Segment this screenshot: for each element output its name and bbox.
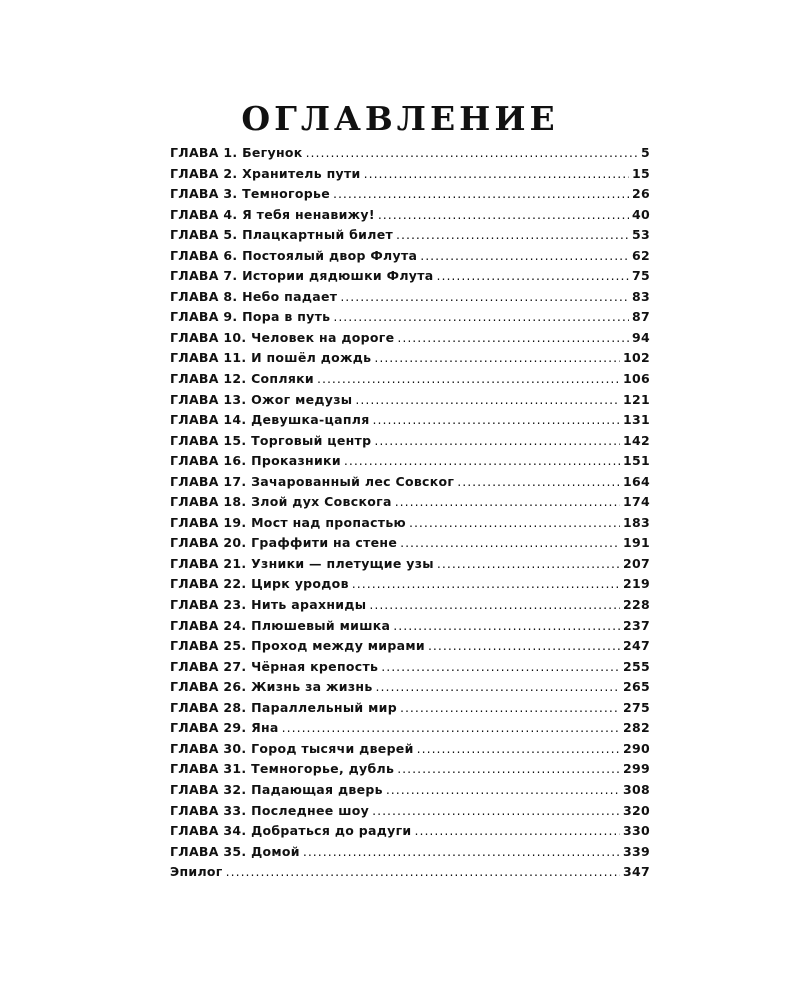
toc-entry-label: ГЛАВА 6. Постоялый двор Флута bbox=[170, 247, 418, 263]
toc-entry bbox=[170, 287, 650, 308]
dot-leader bbox=[364, 164, 629, 184]
toc-entry-page-number: 282 bbox=[623, 720, 650, 736]
dot-leader bbox=[303, 842, 620, 862]
toc-entry bbox=[170, 369, 650, 390]
toc-entry-page-number: 94 bbox=[632, 329, 650, 345]
toc-entry bbox=[170, 184, 650, 205]
dot-leader bbox=[396, 225, 629, 245]
dot-leader bbox=[409, 513, 620, 533]
toc-entry-label: ГЛАВА 13. Ожог медузы bbox=[170, 391, 353, 407]
toc-entry bbox=[170, 328, 650, 349]
toc-entry-page-number: 308 bbox=[623, 781, 650, 797]
toc-entry-page-number: 151 bbox=[623, 453, 650, 469]
toc-entry bbox=[170, 862, 650, 883]
toc-entry-label: ГЛАВА 1. Бегунок bbox=[170, 145, 303, 160]
toc-entry bbox=[170, 410, 650, 431]
toc-entry-page-number: 40 bbox=[632, 206, 650, 222]
toc-entry bbox=[170, 718, 650, 739]
toc-entry bbox=[170, 842, 650, 863]
dot-leader bbox=[400, 533, 620, 553]
toc-entry bbox=[170, 431, 650, 452]
dot-leader bbox=[457, 472, 620, 492]
page-title: ОГЛАВЛЕНИЕ bbox=[241, 99, 559, 138]
toc-entry-label: ГЛАВА 23. Нить арахниды bbox=[170, 597, 367, 613]
toc-entry-page-number: 320 bbox=[623, 802, 650, 818]
toc-entry-label: ГЛАВА 35. Домой bbox=[170, 843, 300, 859]
toc-entry bbox=[170, 164, 650, 185]
toc-entry-label: ГЛАВА 33. Последнее шоу bbox=[170, 802, 370, 818]
dot-leader bbox=[333, 307, 629, 327]
dot-leader bbox=[397, 328, 629, 348]
toc-entry-label: ГЛАВА 18. Злой дух Совскога bbox=[170, 494, 392, 510]
toc-entry bbox=[170, 472, 650, 493]
dot-leader bbox=[372, 801, 620, 821]
toc-entry-page-number: 219 bbox=[623, 576, 650, 592]
toc-entry-label: ГЛАВА 19. Мост над пропастью bbox=[170, 514, 406, 530]
toc-entry-page-number: 131 bbox=[623, 412, 650, 428]
toc-entry-page-number: 207 bbox=[623, 555, 650, 571]
dot-leader bbox=[226, 862, 620, 882]
toc-entry bbox=[170, 739, 650, 760]
dot-leader bbox=[374, 348, 620, 368]
toc-entry-page-number: 174 bbox=[623, 494, 650, 510]
toc-entry-page-number: 53 bbox=[632, 227, 650, 243]
toc-entry-page-number: 106 bbox=[623, 371, 650, 387]
dot-leader bbox=[340, 287, 629, 307]
dot-leader bbox=[400, 698, 620, 718]
toc-entry bbox=[170, 205, 650, 226]
toc-entry-label: ГЛАВА 9. Пора в путь bbox=[170, 309, 331, 325]
toc-entry-label: ГЛАВА 24. Плюшевый мишка bbox=[170, 617, 391, 633]
toc-entry-label: ГЛАВА 32. Падающая дверь bbox=[170, 781, 383, 797]
dot-leader bbox=[344, 451, 620, 471]
toc-entry bbox=[170, 759, 650, 780]
toc-entry-label: ГЛАВА 34. Добраться до радуги bbox=[170, 823, 412, 839]
toc-entry-label: ГЛАВА 5. Плацкартный билет bbox=[170, 227, 394, 243]
dot-leader bbox=[381, 657, 620, 677]
toc-entry-page-number: 75 bbox=[632, 268, 650, 284]
toc-entry bbox=[170, 348, 650, 369]
toc-entry-page-number: 255 bbox=[623, 658, 650, 674]
dot-leader bbox=[369, 595, 620, 615]
toc-entry-page-number: 142 bbox=[623, 432, 650, 448]
dot-leader bbox=[386, 780, 620, 800]
toc-entry bbox=[170, 657, 650, 678]
toc-entry bbox=[170, 492, 650, 513]
toc-entry bbox=[170, 821, 650, 842]
toc-entry-page-number: 265 bbox=[623, 679, 650, 695]
dot-leader bbox=[378, 205, 629, 225]
toc-entry-page-number: 83 bbox=[632, 288, 650, 304]
toc-entry-page-number: 247 bbox=[623, 638, 650, 654]
dot-leader bbox=[282, 718, 620, 738]
toc-entry bbox=[170, 636, 650, 657]
dot-leader bbox=[428, 636, 620, 656]
toc-entry-page-number: 237 bbox=[623, 617, 650, 633]
dot-leader bbox=[374, 431, 620, 451]
dot-leader bbox=[417, 739, 620, 759]
toc-entry-page-number: 339 bbox=[623, 843, 650, 859]
toc-entry bbox=[170, 616, 650, 637]
toc-entry bbox=[170, 533, 650, 554]
dot-leader bbox=[437, 554, 620, 574]
toc-entry-label: ГЛАВА 15. Торговый центр bbox=[170, 432, 372, 448]
toc-entry-page-number: 164 bbox=[623, 473, 650, 489]
table-of-contents bbox=[170, 143, 650, 883]
toc-entry-label: ГЛАВА 8. Небо падает bbox=[170, 288, 338, 304]
toc-entry-label: ГЛАВА 26. Жизнь за жизнь bbox=[170, 679, 373, 695]
dot-leader bbox=[397, 759, 620, 779]
toc-entry bbox=[170, 574, 650, 595]
toc-entry-label: ГЛАВА 7. Истории дядюшки Флута bbox=[170, 268, 434, 284]
toc-entry-label: ГЛАВА 20. Граффити на стене bbox=[170, 535, 398, 551]
toc-entry-label: ГЛАВА 16. Проказники bbox=[170, 453, 341, 469]
toc-entry-label: ГЛАВА 10. Человек на дороге bbox=[170, 329, 395, 345]
toc-entry-label: ГЛАВА 31. Темногорье, дубль bbox=[170, 761, 395, 777]
toc-entry-label: ГЛАВА 2. Хранитель пути bbox=[170, 165, 361, 181]
dot-leader bbox=[373, 410, 620, 430]
toc-entry-page-number: 191 bbox=[623, 535, 650, 551]
toc-entry-page-number: 62 bbox=[632, 247, 650, 263]
toc-entry-label: Эпилог bbox=[170, 864, 223, 880]
toc-entry-label: ГЛАВА 30. Город тысячи дверей bbox=[170, 740, 414, 756]
toc-entry-page-number: 347 bbox=[623, 864, 650, 880]
dot-leader bbox=[395, 492, 620, 512]
toc-entry-page-number: 183 bbox=[623, 514, 650, 530]
toc-entry-label: ГЛАВА 14. Девушка-цапля bbox=[170, 412, 370, 428]
toc-entry-label: ГЛАВА 29. Яна bbox=[170, 720, 279, 736]
toc-entry-page-number: 299 bbox=[623, 761, 650, 777]
toc-entry-page-number: 228 bbox=[623, 597, 650, 613]
toc-entry bbox=[170, 780, 650, 801]
toc-entry bbox=[170, 554, 650, 575]
toc-entry-page-number: 102 bbox=[623, 350, 650, 366]
dot-leader bbox=[355, 390, 620, 410]
toc-entry-label: ГЛАВА 3. Темногорье bbox=[170, 186, 330, 202]
toc-entry bbox=[170, 801, 650, 822]
dot-leader bbox=[352, 574, 620, 594]
dot-leader bbox=[306, 143, 638, 163]
toc-entry bbox=[170, 698, 650, 719]
toc-entry-page-number: 275 bbox=[623, 699, 650, 715]
toc-entry-label: ГЛАВА 4. Я тебя ненавижу! bbox=[170, 206, 375, 222]
dot-leader bbox=[420, 246, 629, 266]
dot-leader bbox=[317, 369, 620, 389]
toc-entry bbox=[170, 595, 650, 616]
toc-entry-page-number: 26 bbox=[632, 186, 650, 202]
toc-entry bbox=[170, 677, 650, 698]
toc-entry bbox=[170, 246, 650, 267]
dot-leader bbox=[437, 266, 629, 286]
toc-entry-label: ГЛАВА 12. Сопляки bbox=[170, 371, 314, 387]
toc-entry-label: ГЛАВА 21. Узники — плетущие узы bbox=[170, 555, 434, 571]
toc-entry bbox=[170, 451, 650, 472]
dot-leader bbox=[393, 616, 620, 636]
toc-entry-page-number: 290 bbox=[623, 740, 650, 756]
toc-entry-label: ГЛАВА 25. Проход между мирами bbox=[170, 638, 425, 654]
dot-leader bbox=[333, 184, 629, 204]
toc-entry bbox=[170, 143, 650, 164]
toc-entry-label: ГЛАВА 17. Зачарованный лес Совског bbox=[170, 473, 455, 489]
toc-entry-label: ГЛАВА 11. И пошёл дождь bbox=[170, 350, 372, 366]
toc-entry-page-number: 121 bbox=[623, 391, 650, 407]
toc-entry-page-number: 87 bbox=[632, 309, 650, 325]
toc-entry-page-number: 15 bbox=[632, 165, 650, 181]
toc-entry bbox=[170, 307, 650, 328]
toc-entry-page-number: 5 bbox=[641, 145, 650, 160]
toc-entry bbox=[170, 390, 650, 411]
toc-entry-label: ГЛАВА 27. Чёрная крепость bbox=[170, 658, 379, 674]
toc-entry-label: ГЛАВА 28. Параллельный мир bbox=[170, 699, 397, 715]
toc-entry bbox=[170, 225, 650, 246]
toc-entry bbox=[170, 266, 650, 287]
toc-entry-page-number: 330 bbox=[623, 823, 650, 839]
dot-leader bbox=[376, 677, 620, 697]
toc-entry bbox=[170, 513, 650, 534]
toc-entry-label: ГЛАВА 22. Цирк уродов bbox=[170, 576, 349, 592]
dot-leader bbox=[415, 821, 621, 841]
